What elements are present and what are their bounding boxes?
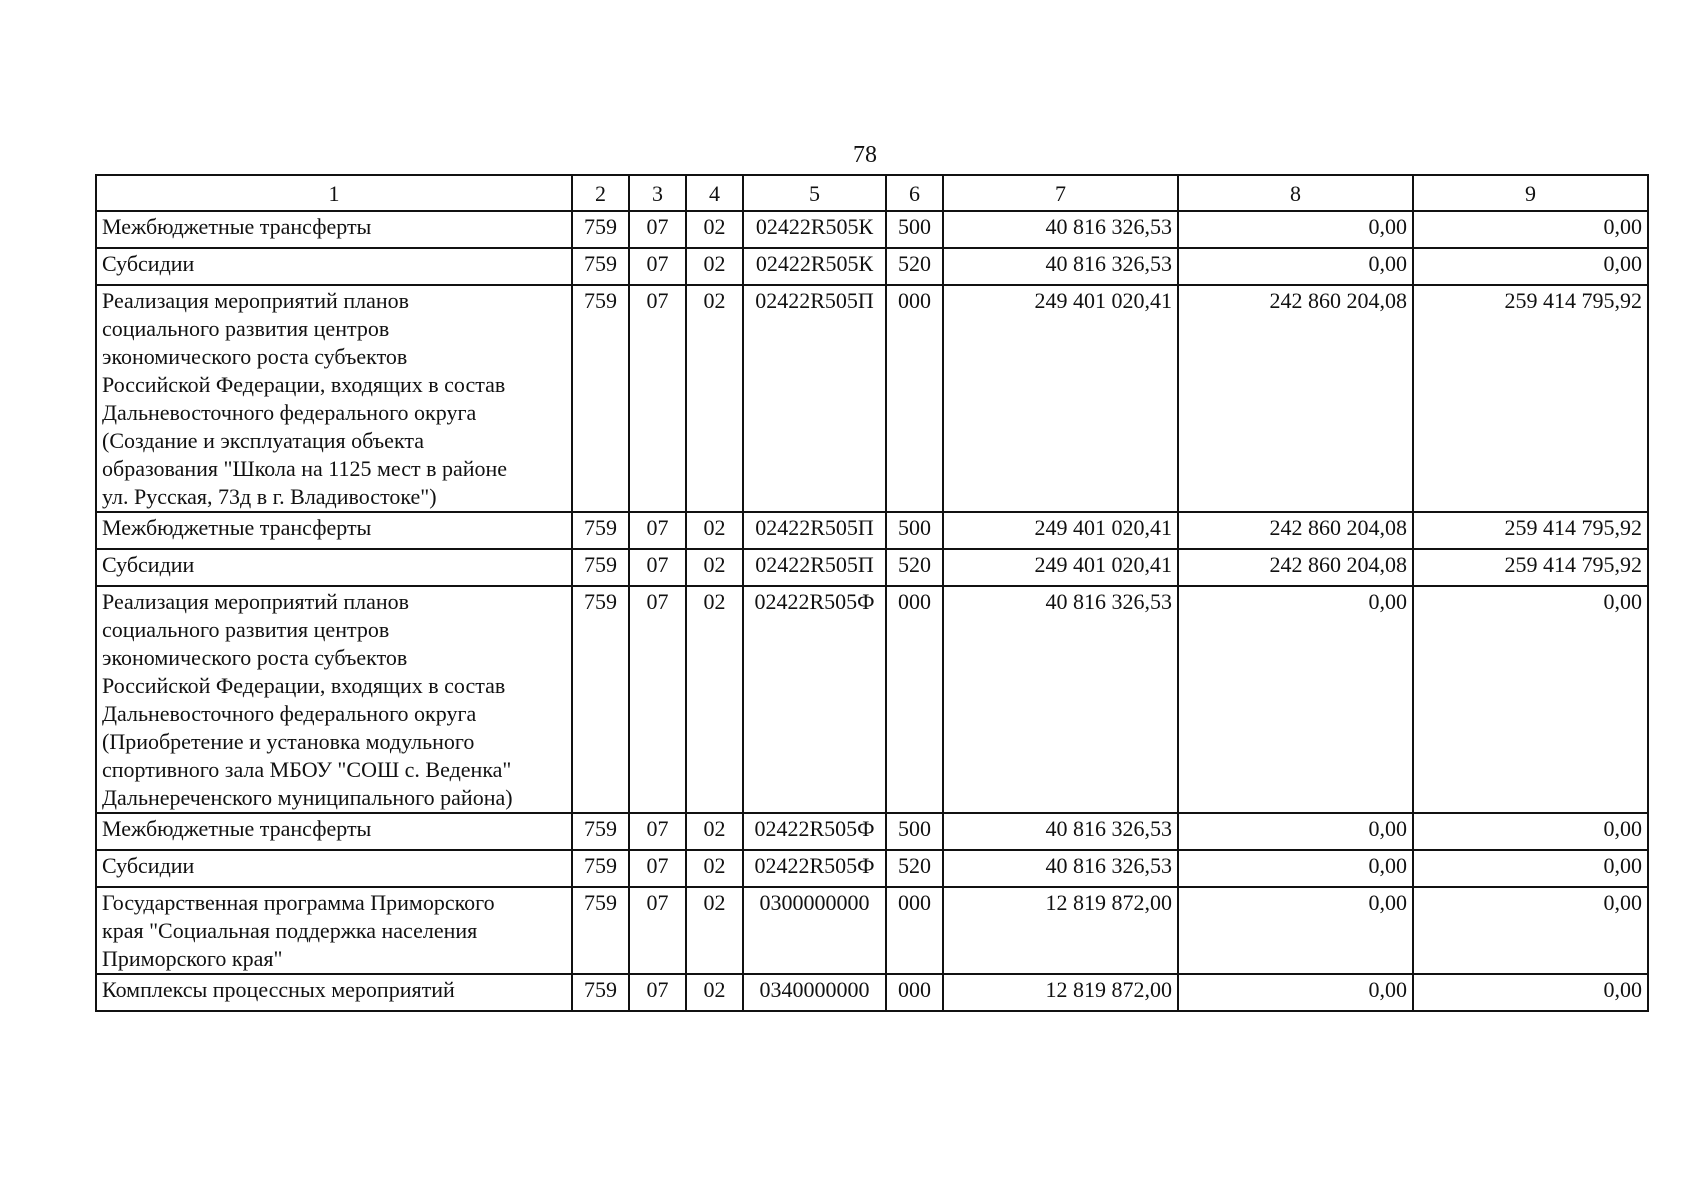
row-ministry-code: 759	[572, 586, 629, 813]
row-expense-type: 000	[886, 586, 943, 813]
row-subsection-code: 02	[686, 512, 743, 549]
row-amount-col7: 12 819 872,00	[943, 887, 1178, 974]
column-header-3: 3	[629, 175, 686, 211]
row-target-article: 02422R505К	[743, 248, 886, 285]
row-ministry-code: 759	[572, 813, 629, 850]
row-amount-col9: 0,00	[1413, 211, 1648, 248]
row-subsection-code: 02	[686, 285, 743, 512]
row-subsection-code: 02	[686, 850, 743, 887]
row-ministry-code: 759	[572, 248, 629, 285]
row-section-code: 07	[629, 586, 686, 813]
row-expense-type: 500	[886, 211, 943, 248]
row-section-code: 07	[629, 850, 686, 887]
row-expense-type: 500	[886, 813, 943, 850]
row-amount-col9: 0,00	[1413, 887, 1648, 974]
row-amount-col7: 12 819 872,00	[943, 974, 1178, 1011]
row-amount-col7: 249 401 020,41	[943, 285, 1178, 512]
row-amount-col7: 40 816 326,53	[943, 813, 1178, 850]
row-target-article: 02422R505Ф	[743, 586, 886, 813]
row-subsection-code: 02	[686, 813, 743, 850]
row-section-code: 07	[629, 285, 686, 512]
row-ministry-code: 759	[572, 549, 629, 586]
row-name: Субсидии	[96, 549, 572, 586]
row-amount-col7: 40 816 326,53	[943, 248, 1178, 285]
table-row	[96, 211, 1648, 248]
row-target-article: 02422R505К	[743, 211, 886, 248]
row-amount-col9: 259 414 795,92	[1413, 549, 1648, 586]
table-row	[96, 974, 1648, 1011]
row-amount-col8: 0,00	[1178, 887, 1413, 974]
budget-table	[95, 174, 1649, 1012]
row-amount-col9: 0,00	[1413, 813, 1648, 850]
row-section-code: 07	[629, 211, 686, 248]
column-header-6: 6	[886, 175, 943, 211]
row-name: Субсидии	[96, 248, 572, 285]
column-header-2: 2	[572, 175, 629, 211]
row-expense-type: 520	[886, 850, 943, 887]
row-amount-col8: 0,00	[1178, 974, 1413, 1011]
row-ministry-code: 759	[572, 850, 629, 887]
row-target-article: 02422R505П	[743, 549, 886, 586]
row-subsection-code: 02	[686, 211, 743, 248]
row-ministry-code: 759	[572, 512, 629, 549]
row-amount-col8: 242 860 204,08	[1178, 512, 1413, 549]
column-header-8: 8	[1178, 175, 1413, 211]
row-amount-col8: 0,00	[1178, 813, 1413, 850]
row-amount-col9: 0,00	[1413, 248, 1648, 285]
row-ministry-code: 759	[572, 887, 629, 974]
row-subsection-code: 02	[686, 586, 743, 813]
row-ministry-code: 759	[572, 285, 629, 512]
column-header-4: 4	[686, 175, 743, 211]
row-amount-col7: 40 816 326,53	[943, 850, 1178, 887]
column-header-5: 5	[743, 175, 886, 211]
table-row	[96, 850, 1648, 887]
page-number: 78	[853, 142, 877, 168]
column-header-1: 1	[96, 175, 572, 211]
table-row	[96, 285, 1648, 512]
row-target-article: 02422R505Ф	[743, 850, 886, 887]
table-row	[96, 549, 1648, 586]
row-expense-type: 520	[886, 248, 943, 285]
row-amount-col9: 259 414 795,92	[1413, 285, 1648, 512]
table-row	[96, 512, 1648, 549]
row-amount-col8: 0,00	[1178, 586, 1413, 813]
row-target-article: 02422R505П	[743, 512, 886, 549]
row-amount-col8: 242 860 204,08	[1178, 549, 1413, 586]
row-amount-col9: 0,00	[1413, 850, 1648, 887]
table-row	[96, 813, 1648, 850]
row-amount-col8: 0,00	[1178, 850, 1413, 887]
row-amount-col8: 0,00	[1178, 211, 1413, 248]
header-row	[96, 175, 1648, 211]
row-expense-type: 000	[886, 974, 943, 1011]
row-target-article: 02422R505Ф	[743, 813, 886, 850]
row-name: Межбюджетные трансферты	[96, 512, 572, 549]
table-row	[96, 887, 1648, 974]
row-target-article: 02422R505П	[743, 285, 886, 512]
row-expense-type: 500	[886, 512, 943, 549]
row-section-code: 07	[629, 887, 686, 974]
row-target-article: 0340000000	[743, 974, 886, 1011]
row-section-code: 07	[629, 974, 686, 1011]
row-amount-col8: 0,00	[1178, 248, 1413, 285]
row-subsection-code: 02	[686, 248, 743, 285]
row-name: Реализация мероприятий планов социального развития центров экономического роста субъектов Российской Федерации, входящих в состав Дальневосточного федерального округа (Создание и эксплуатация объекта образования "Школа на 1125 мест в районе ул. Русская, 73д в г. Владивостоке")	[96, 285, 572, 512]
row-amount-col9: 0,00	[1413, 586, 1648, 813]
row-name: Государственная программа Приморского края "Социальная поддержка населения Приморского края"	[96, 887, 572, 974]
column-header-7: 7	[943, 175, 1178, 211]
row-subsection-code: 02	[686, 549, 743, 586]
row-amount-col8: 242 860 204,08	[1178, 285, 1413, 512]
row-section-code: 07	[629, 549, 686, 586]
row-expense-type: 000	[886, 887, 943, 974]
row-target-article: 0300000000	[743, 887, 886, 974]
row-section-code: 07	[629, 248, 686, 285]
row-ministry-code: 759	[572, 211, 629, 248]
row-subsection-code: 02	[686, 974, 743, 1011]
table-row	[96, 248, 1648, 285]
row-amount-col9: 259 414 795,92	[1413, 512, 1648, 549]
row-section-code: 07	[629, 512, 686, 549]
row-name: Межбюджетные трансферты	[96, 211, 572, 248]
row-expense-type: 000	[886, 285, 943, 512]
row-amount-col9: 0,00	[1413, 974, 1648, 1011]
row-amount-col7: 40 816 326,53	[943, 586, 1178, 813]
row-name: Комплексы процессных мероприятий	[96, 974, 572, 1011]
row-ministry-code: 759	[572, 974, 629, 1011]
row-amount-col7: 40 816 326,53	[943, 211, 1178, 248]
table-row	[96, 586, 1648, 813]
row-subsection-code: 02	[686, 887, 743, 974]
row-section-code: 07	[629, 813, 686, 850]
row-expense-type: 520	[886, 549, 943, 586]
row-name: Реализация мероприятий планов социального развития центров экономического роста субъектов Российской Федерации, входящих в состав Дальневосточного федерального округа (Приобретение и установка модульного спортивного зала МБОУ "СОШ с. Веденка" Дальнереченского муниципального района)	[96, 586, 572, 813]
row-name: Субсидии	[96, 850, 572, 887]
row-amount-col7: 249 401 020,41	[943, 549, 1178, 586]
column-header-9: 9	[1413, 175, 1648, 211]
row-name: Межбюджетные трансферты	[96, 813, 572, 850]
row-amount-col7: 249 401 020,41	[943, 512, 1178, 549]
